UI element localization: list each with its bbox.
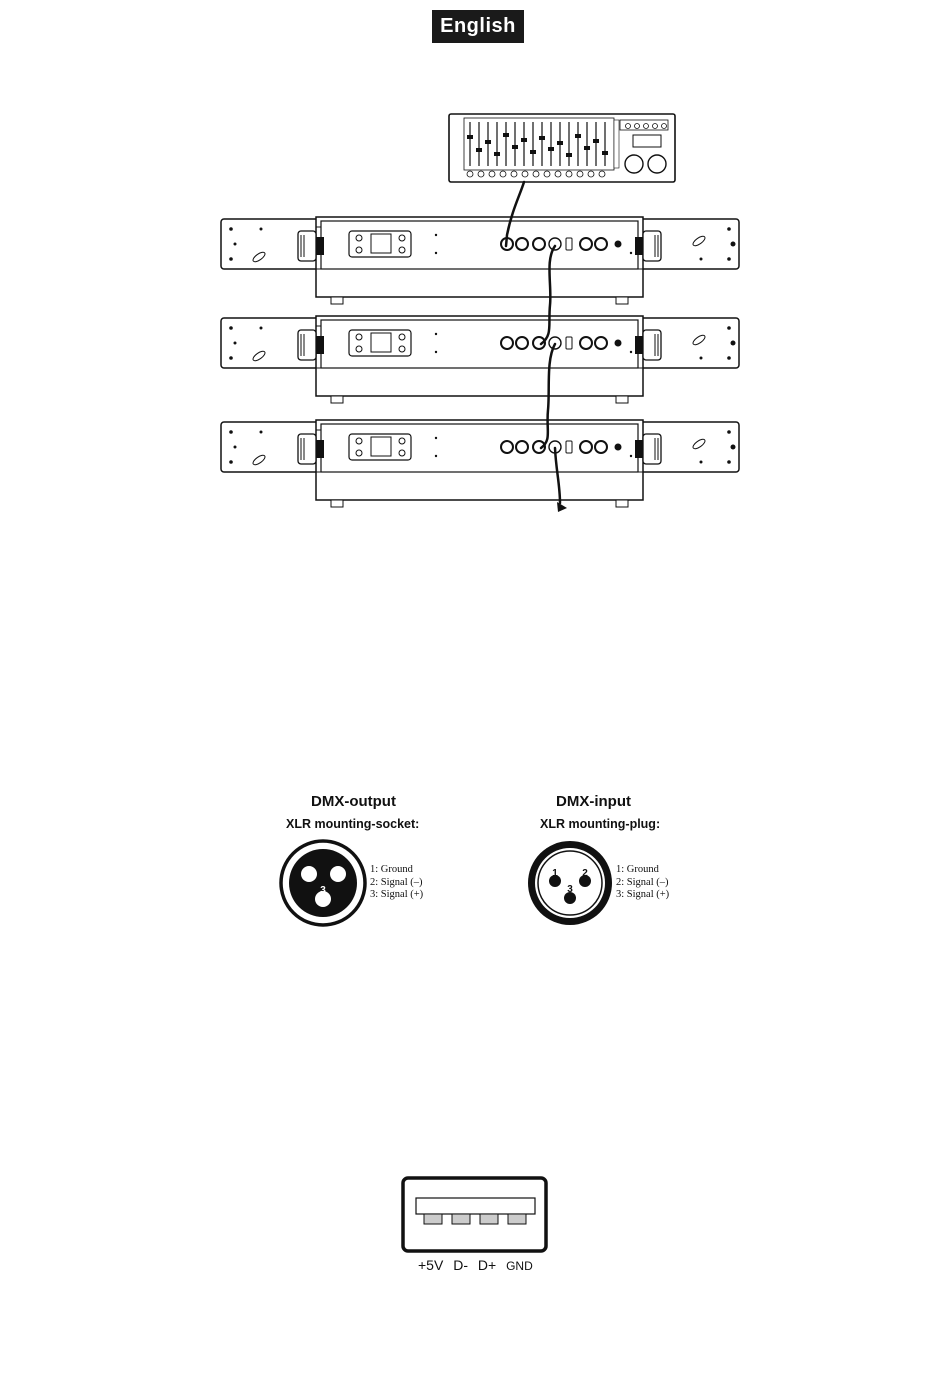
pin-label: 2: Signal (–) <box>370 876 423 888</box>
pin-label: 1: Ground <box>616 864 659 875</box>
usb-pin-label: D+ <box>477 1257 497 1273</box>
dmx-input-title: DMX-input <box>556 793 631 810</box>
pin-number: 1 <box>336 869 342 880</box>
dmx-output-pin-list <box>370 864 423 902</box>
usb-pin-labels <box>418 1257 539 1273</box>
pin-number: 3 <box>320 885 326 896</box>
pin-label: 3: Signal (+) <box>370 889 424 900</box>
pin-number: 2 <box>306 869 312 880</box>
usb-pin-label: +5V <box>418 1257 444 1273</box>
pin-label: 2: Signal (–) <box>616 876 669 888</box>
pin-number: 3 <box>567 884 573 895</box>
pin-number: 2 <box>582 868 588 879</box>
pin-number: 1 <box>552 868 558 879</box>
dmx-input-subtitle: XLR mounting-plug: <box>540 817 661 831</box>
pin-label: 1: Ground <box>370 864 413 875</box>
xlr-socket-icon <box>281 841 365 925</box>
usb-pin-label: D- <box>453 1257 468 1273</box>
dmx-input-pin-list <box>616 864 669 902</box>
dmx-output-subtitle: XLR mounting-socket: <box>286 817 420 831</box>
dmx-output-title: DMX-output <box>311 793 396 810</box>
xlr-plug-icon <box>528 841 612 925</box>
dmx-controller-icon <box>449 114 675 182</box>
pin-label: 3: Signal (+) <box>616 889 670 900</box>
usb-pin-label: GND <box>506 1259 533 1273</box>
language-badge: English <box>432 10 524 43</box>
usb-port-icon <box>403 1178 546 1251</box>
